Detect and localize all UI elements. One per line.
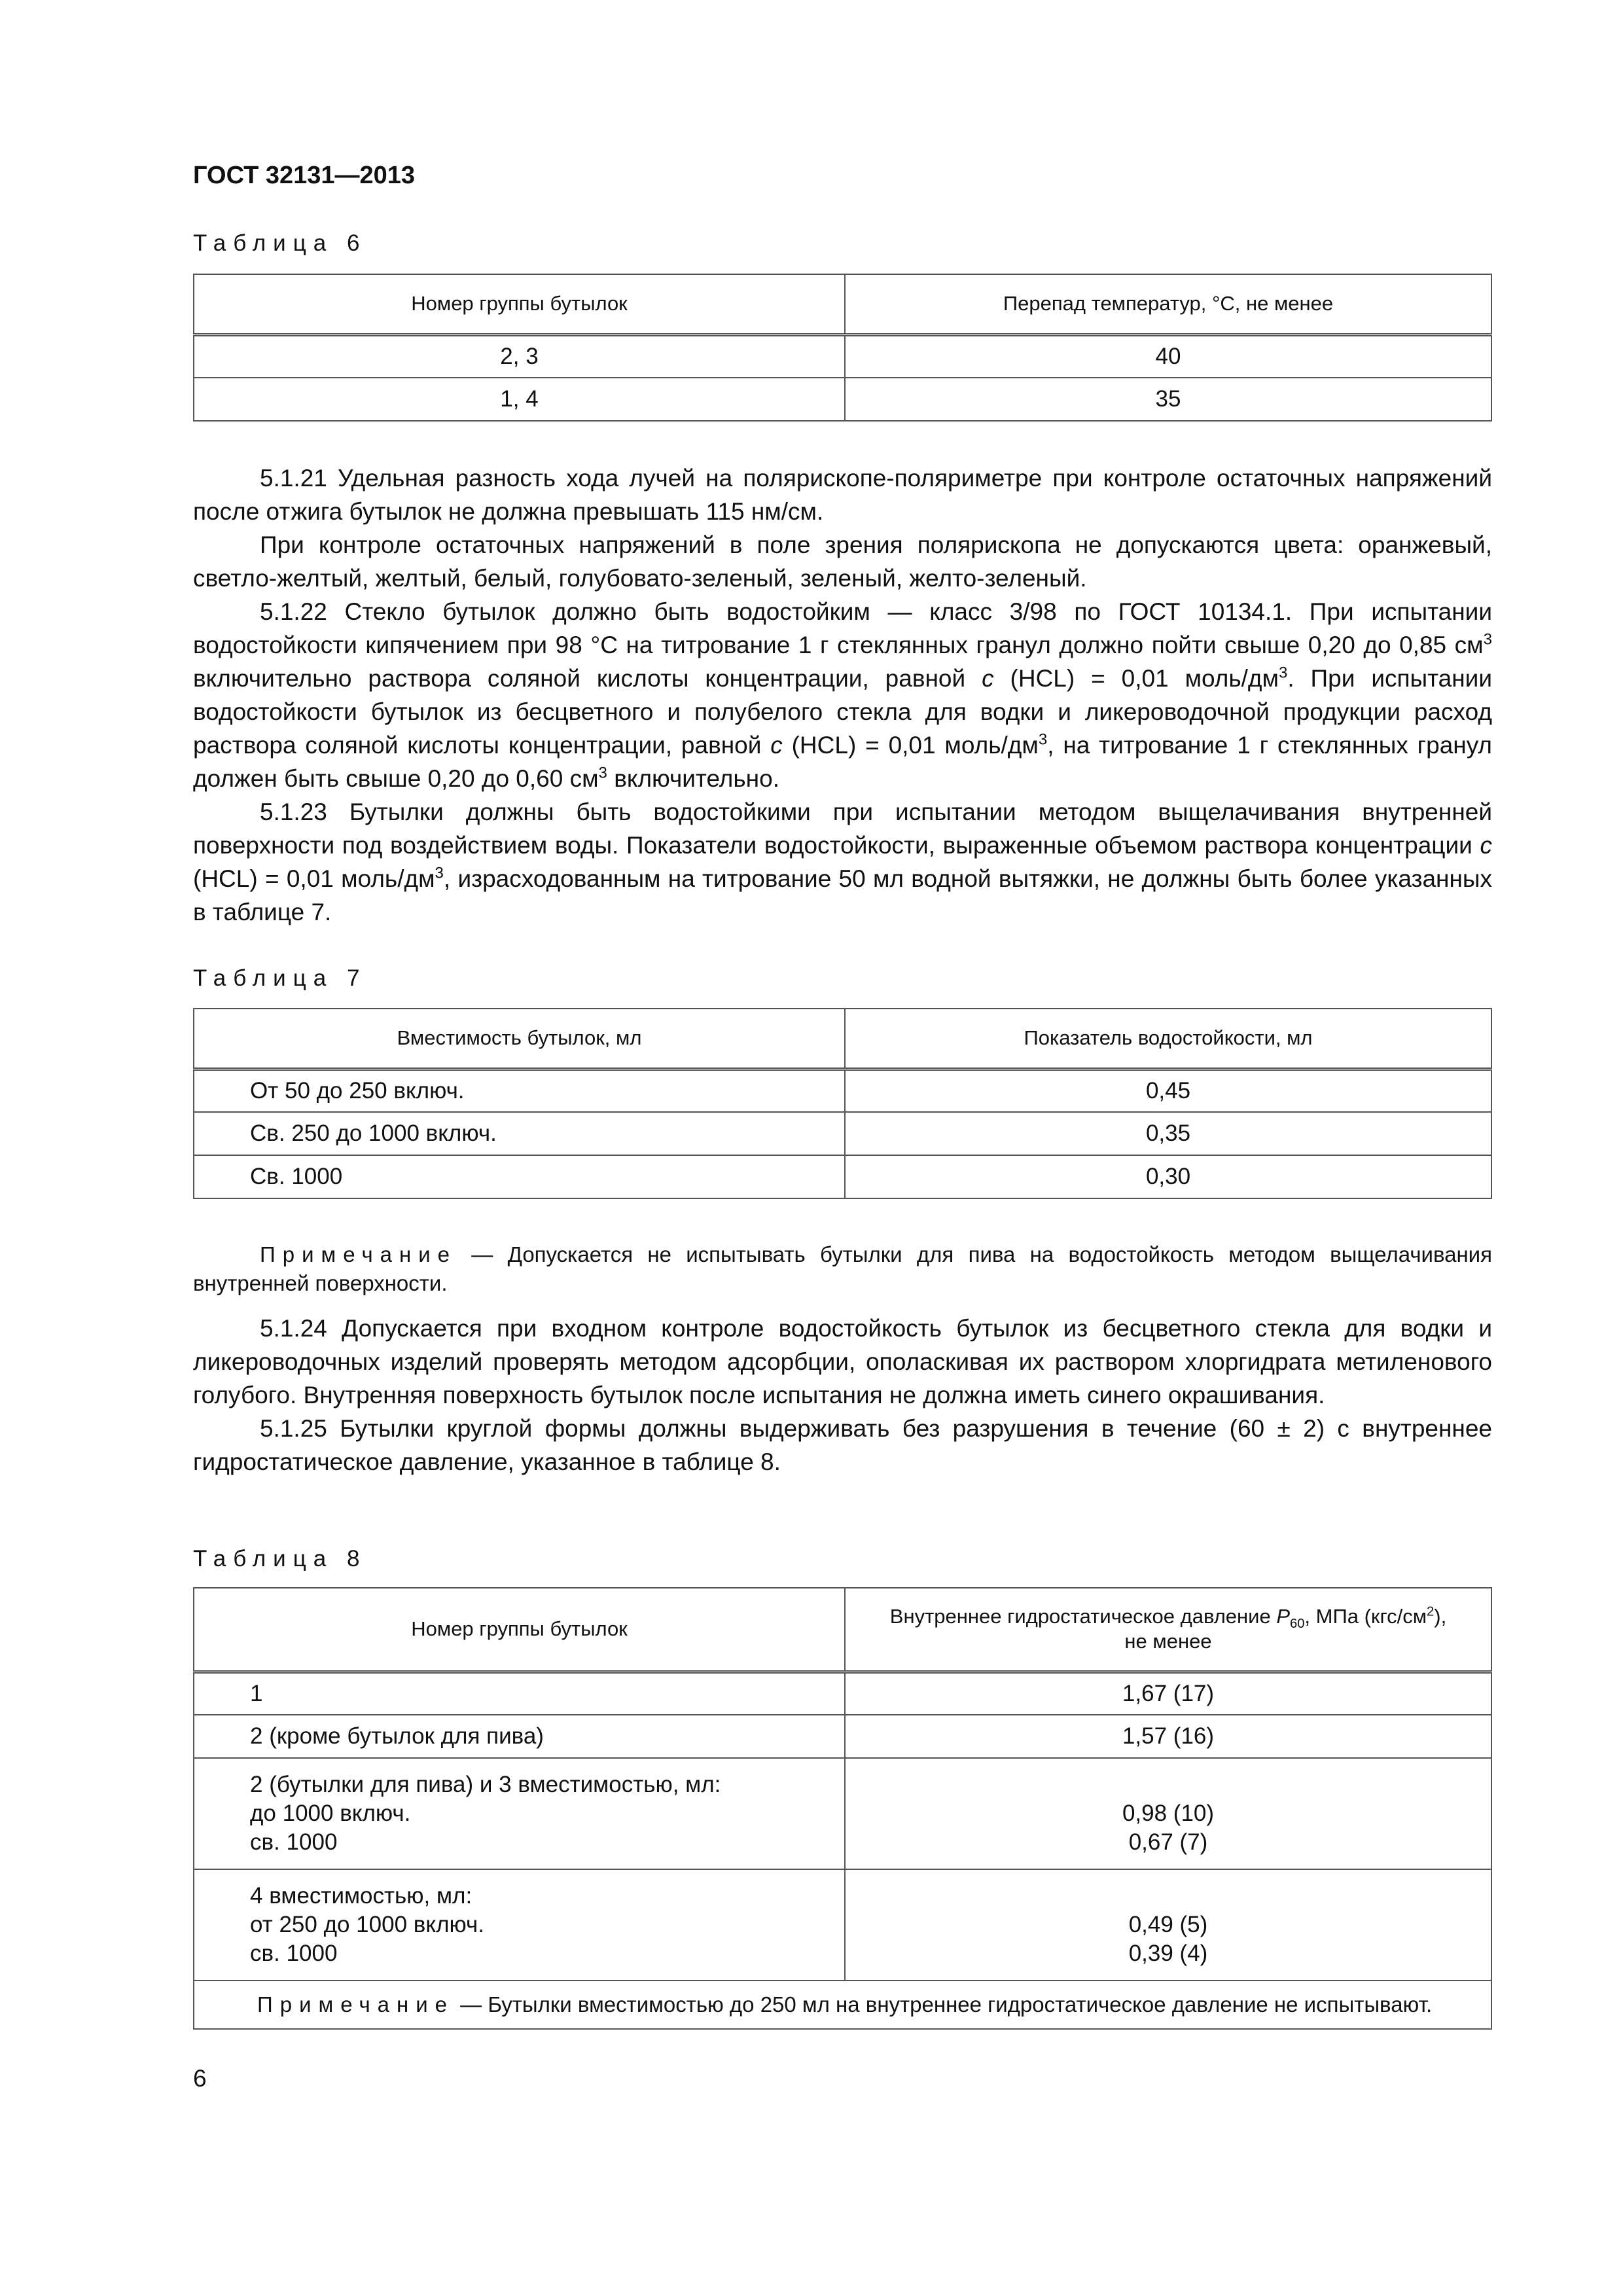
table7-cell: От 50 до 250 включ.	[194, 1069, 845, 1112]
table8-cell: 1	[194, 1672, 845, 1715]
doc-header: ГОСТ 32131—2013	[193, 162, 416, 189]
table-row	[194, 1672, 1491, 1715]
table-row	[194, 1112, 1491, 1155]
note-label: Примечание	[260, 1242, 457, 1266]
table8-cell: 2 (бутылки для пива) и 3 вместимостью, мл: до 1000 включ. св. 1000	[194, 1758, 845, 1869]
table-row	[194, 334, 1491, 378]
table7-note	[193, 1240, 1492, 1298]
page-number: 6	[193, 2065, 207, 2092]
table6-cell: 1, 4	[194, 378, 845, 421]
table7-cell: 0,30	[845, 1155, 1491, 1198]
table-row	[194, 1715, 1491, 1758]
table8-cell: 0,98 (10) 0,67 (7)	[845, 1758, 1491, 1869]
table8	[193, 1587, 1492, 2030]
table6-cell: 2, 3	[194, 334, 845, 378]
table-row	[194, 1069, 1491, 1112]
table6-cell: 40	[845, 334, 1491, 378]
paragraph-5-1-21: 5.1.21 Удельная разность хода лучей на полярископе-поляриметре при контроле остаточных напряжений после отжига бутылок не должна превышать 115 нм/см.	[193, 465, 1492, 525]
table6	[193, 274, 1492, 422]
paragraph-5-1-24: 5.1.24 Допускается при входном контроле водостойкость бутылок из бесцветного стекла для водки и ликероводочных изделий проверять методом адсорбции, ополаскивая их раствором хлоргидрата метиленового голубого. Внутренняя поверхность бутылок после испытания не должна иметь синего окрашивания.	[193, 1315, 1492, 1408]
table8-cell: 1,57 (16)	[845, 1715, 1491, 1758]
table7-cell: 0,35	[845, 1112, 1491, 1155]
table7-cell: 0,45	[845, 1069, 1491, 1112]
table8-cell: 4 вместимостью, мл: от 250 до 1000 включ. св. 1000	[194, 1869, 845, 1981]
table7-caption: Таблица 7	[193, 965, 367, 991]
table-row	[194, 1869, 1491, 1981]
table6-cell: 35	[845, 378, 1491, 421]
table8-note: Примечание — Бутылки вместимостью до 250 мл на внутреннее гидростатическое давление не испытывают.	[194, 1981, 1491, 2029]
note-text: — Допускается не испытывать бутылки для пива на водостойкость методом выщелачивания внутренней поверхности.	[193, 1242, 1492, 1295]
table-row	[194, 1758, 1491, 1869]
body-text-block-1	[193, 461, 1492, 929]
table-row	[194, 1155, 1491, 1198]
table8-cell: 1,67 (17)	[845, 1672, 1491, 1715]
table7-cell: Св. 1000	[194, 1155, 845, 1198]
table6-caption: Таблица 6	[193, 230, 367, 256]
body-text-block-2	[193, 1312, 1492, 1479]
table8-cell: 2 (кроме бутылок для пива)	[194, 1715, 845, 1758]
paragraph-5-1-23: 5.1.23 Бутылки должны быть водостойкими при испытании методом выщелачивания внутренней поверхности под воздействием воды. Показатели водостойкости, выраженные объемом раствора концентрации с (HCL) = 0,01 моль/$дм^3$, израсходованным на титрование 50 мл водной вытяжки, не должны быть более указанных в таблице 7.	[193, 798, 1493, 925]
table8-cell: 0,49 (5) 0,39 (4)	[845, 1869, 1491, 1981]
paragraph-5-1-21-colors: При контроле остаточных напряжений в поле зрения полярископа не допускаются цвета: оранжевый, светло-желтый, желтый, белый, голубовато-зеленый, зеленый, желто-зеленый.	[193, 531, 1492, 592]
paragraph-5-1-25: 5.1.25 Бутылки круглой формы должны выдерживать без разрушения в течение (60 ± 2) с внутреннее гидростатическое давление, указанное в таблице 8.	[193, 1415, 1492, 1475]
table7-header-index: Показатель водостойкости, мл	[845, 1009, 1491, 1069]
table7-header-capacity: Вместимость бутылок, мл	[194, 1009, 845, 1069]
table6-header-temp: Перепад температур, °С, не менее	[845, 274, 1491, 334]
table-row	[194, 1981, 1491, 2029]
table8-caption: Таблица 8	[193, 1546, 367, 1571]
table7-cell: Св. 250 до 1000 включ.	[194, 1112, 845, 1155]
table8-header-group: Номер группы бутылок	[194, 1588, 845, 1672]
table8-header-pressure: Внутреннее гидростатическое давление $P_{60}$, МПа $(кгс/см^2)$, не менее	[845, 1588, 1491, 1672]
table6-header-group: Номер группы бутылок	[194, 274, 845, 334]
table-row	[194, 378, 1491, 421]
paragraph-5-1-22: 5.1.22 Стекло бутылок должно быть водостойким — класс 3/98 по ГОСТ 10134.1. При испытании водостойкости кипячением при 98 °С на титрование 1 г стеклянных гранул должно пойти свыше 0,20 до 0,85 $см^3$ включительно раствора соляной кислоты концентрации, равной с (HCL) = 0,01 моль/$дм^3$. При испытании водостойкости бутылок из бесцветного и полубелого стекла для водки и ликероводочной продукции расход раствора соляной кислоты концентрации, равной с (HCL) = 0,01 моль/$дм^3$, на титрование 1 г стеклянных гранул должен быть свыше 0,20 до 0,60 $см^3$ включительно.	[193, 598, 1492, 792]
table7	[193, 1008, 1492, 1199]
